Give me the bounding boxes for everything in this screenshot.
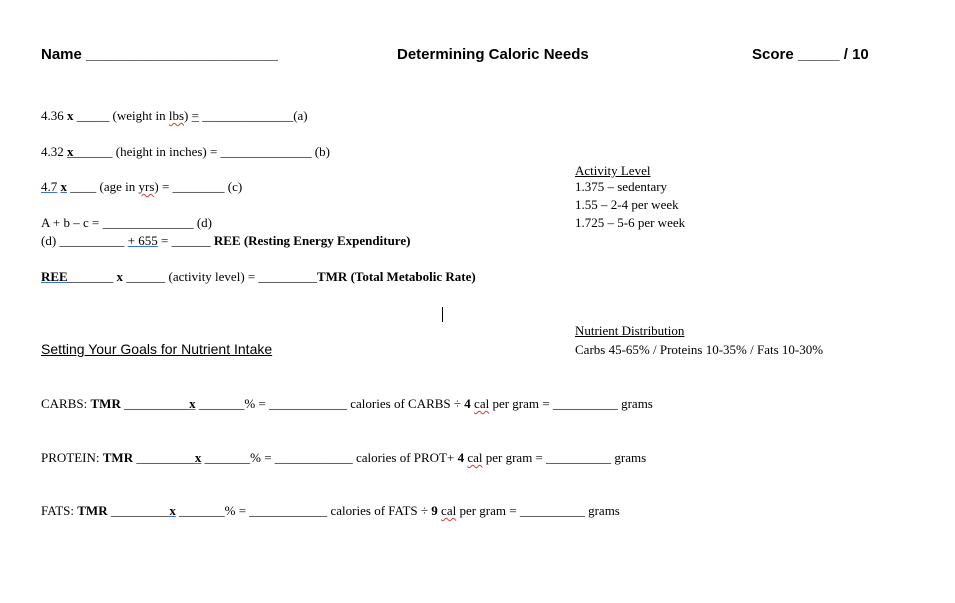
tmr-label: TMR (Total Metabolic Rate)	[316, 269, 476, 284]
carbs-tmr: TMR	[90, 396, 121, 411]
age-blank[interactable]: ____	[67, 179, 100, 194]
page-title: Determining Caloric Needs	[397, 46, 589, 63]
activity-level: 1.725 – 5-6 per week	[575, 215, 686, 230]
weight-coef: 4.36	[41, 108, 64, 123]
activity-title: Activity Level	[575, 163, 651, 178]
carbs-percent[interactable]: _______%	[195, 396, 259, 411]
height-coef: 4.32	[41, 144, 64, 159]
protein-grams[interactable]: per gram = __________ grams	[482, 450, 647, 465]
protein-cal: 4	[457, 450, 465, 465]
carbs-blank1[interactable]: __________	[120, 396, 190, 411]
name-field[interactable]: Name _______________________	[41, 46, 278, 63]
weight-unit: lbs	[168, 108, 184, 123]
weight-blank[interactable]: _____	[73, 108, 113, 123]
height-op: x	[67, 144, 74, 159]
age-coef: 4.7	[41, 179, 58, 194]
tmr-activity: (activity level) = _________	[168, 269, 317, 284]
carbs-mid: = ____________ calories of CARBS ÷	[258, 396, 465, 411]
protein-unit: cal	[467, 450, 483, 465]
tmr-blank1[interactable]: _______	[67, 269, 117, 284]
protein-percent[interactable]: _______%	[201, 450, 265, 465]
ree-plus: + 655	[127, 233, 158, 248]
weight-result[interactable]: ______________(a)	[198, 108, 308, 123]
tmr-op: x	[116, 269, 123, 284]
protein-op: x	[194, 450, 202, 465]
protein-tmr: TMR	[102, 450, 134, 465]
height-blank[interactable]: ______	[73, 144, 116, 159]
ree-eq: =	[157, 233, 172, 248]
protein-row	[41, 450, 646, 466]
ree-blank[interactable]: ______	[171, 233, 211, 248]
age-op: x	[60, 179, 67, 194]
weight-formula	[41, 108, 308, 124]
protein-mid: = ____________ calories of PROT+	[264, 450, 458, 465]
fats-unit: cal	[441, 503, 457, 518]
fats-row	[41, 503, 620, 519]
carbs-grams[interactable]: per gram = __________ grams	[489, 396, 653, 411]
fats-grams[interactable]: per gram = __________ grams	[456, 503, 620, 518]
carbs-label: CARBS:	[41, 396, 91, 411]
tmr-ree: REE	[41, 269, 68, 284]
fats-blank1[interactable]: _________	[107, 503, 170, 518]
weight-eq: =	[191, 108, 199, 123]
fats-mid: = ____________ calories of FATS ÷	[238, 503, 432, 518]
text-cursor	[442, 307, 443, 322]
weight-op: x	[67, 108, 74, 123]
goals-heading: Setting Your Goals for Nutrient Intake	[41, 341, 273, 357]
protein-label: PROTEIN:	[41, 450, 103, 465]
sum-formula: A + b – c = ______________ (d)	[41, 215, 213, 230]
fats-label: FATS:	[41, 503, 78, 518]
tmr-blank2[interactable]: ______	[122, 269, 169, 284]
nutrient-title: Nutrient Distribution	[575, 323, 685, 338]
fats-percent[interactable]: _______%	[175, 503, 239, 518]
age-unit: yrs	[138, 179, 155, 194]
fats-cal: 9	[431, 503, 438, 518]
ree-d: (d) __________	[41, 233, 128, 248]
nutrient-ranges: Carbs 45-65% / Proteins 10-35% / Fats 10-30%	[575, 342, 824, 357]
carbs-row	[41, 396, 653, 412]
height-label: (height in inches) = ______________ (b)	[115, 144, 330, 159]
activity-level: 1.375 – sedentary	[575, 179, 668, 194]
ree-label: REE (Resting Energy Expenditure)	[210, 233, 411, 248]
age-paren-pre: (age in	[99, 179, 139, 194]
tmr-formula	[41, 269, 476, 285]
carbs-unit: cal	[474, 396, 490, 411]
fats-tmr: TMR	[77, 503, 108, 518]
activity-level: 1.55 – 2-4 per week	[575, 197, 679, 212]
carbs-op: x	[189, 396, 196, 411]
weight-paren-post: )	[184, 108, 192, 123]
age-paren-post: ) = ________ (c)	[154, 179, 243, 194]
weight-paren-pre: (weight in	[112, 108, 169, 123]
carbs-cal: 4	[464, 396, 471, 411]
protein-blank1[interactable]: _________	[133, 450, 195, 465]
ree-formula	[41, 233, 410, 249]
score-field[interactable]: Score _____ / 10	[752, 46, 869, 63]
height-formula	[41, 144, 330, 160]
fats-op: x	[169, 503, 176, 518]
age-formula	[41, 179, 242, 195]
